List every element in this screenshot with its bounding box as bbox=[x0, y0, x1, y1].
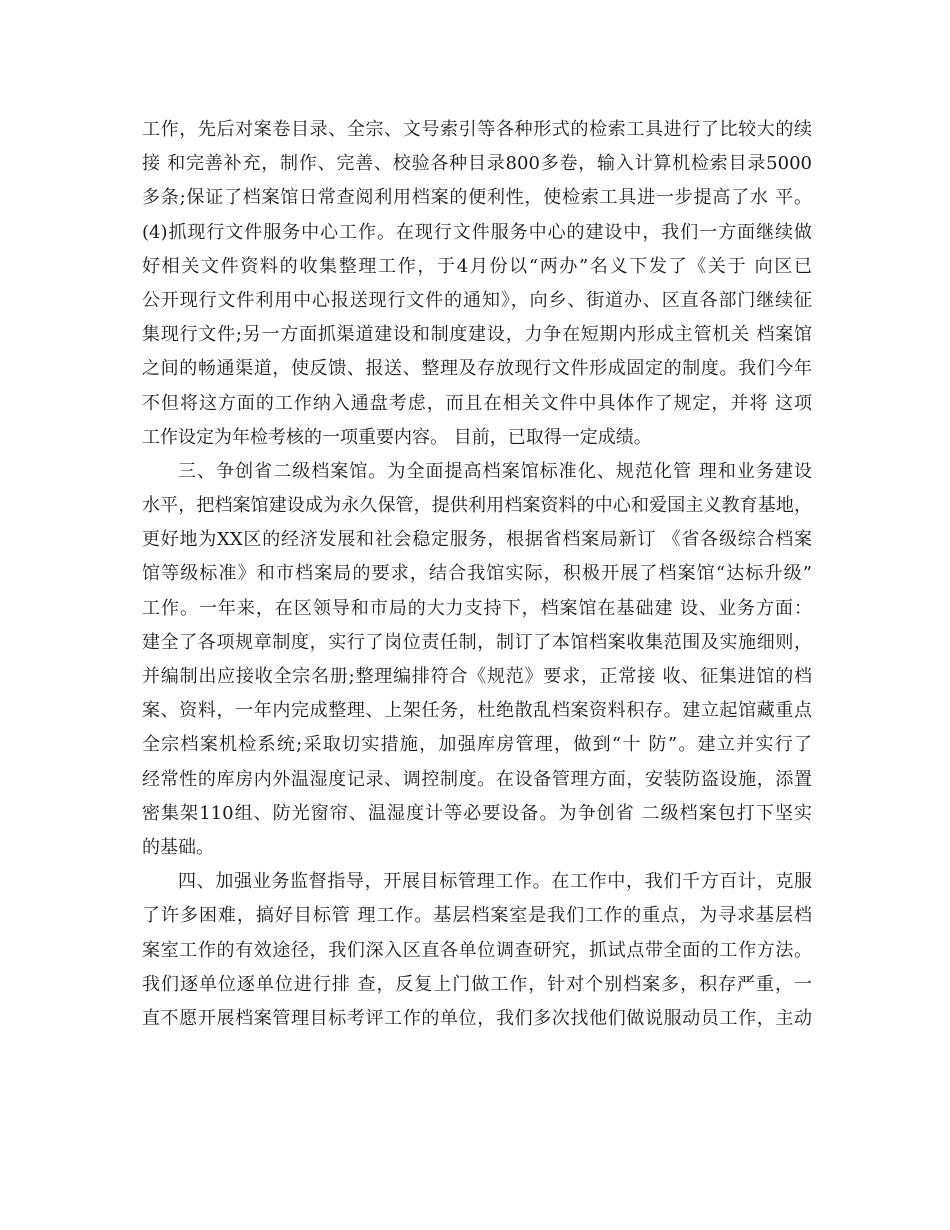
text-line: 我们逐单位逐单位进行排 查，反复上门做工作，针对个别档案多，积存严重，一 bbox=[142, 973, 812, 995]
text-line: 密集架110组、防光窗帘、温湿度计等必要设备。为争创省 二级档案包打下坚实 bbox=[142, 802, 812, 824]
text-line: 案室工作的有效途径，我们深入区直各单位调查研究，抓试点带全面的工作方法。 bbox=[142, 939, 812, 961]
text-line: 集现行文件;另一方面抓渠道建设和制度建设，力争在短期内形成主管机关 档案馆 bbox=[142, 324, 812, 346]
text-line: (4)抓现行文件服务中心工作。在现行文件服务中心的建设中，我们一方面继续做 bbox=[142, 221, 812, 243]
text-line: 的基础。 bbox=[142, 836, 214, 858]
text-line: 工作。一年来，在区领导和市局的大力支持下，档案馆在基础建 设、业务方面： bbox=[142, 597, 812, 619]
text-line: 直不愿开展档案管理目标考评工作的单位，我们多次找他们做说服动员工作，主动 bbox=[142, 1007, 812, 1029]
section-heading-line: 三、争创省二级档案馆。为全面提高档案馆标准化、规范化管 理和业务建设 bbox=[178, 460, 812, 482]
text-line: 水平，把档案馆建设成为永久保管，提供利用档案资料的中心和爱国主义教育基地， bbox=[142, 495, 812, 517]
section-heading-line: 四、加强业务监督指导，开展目标管理工作。在工作中，我们千方百计，克服 bbox=[178, 871, 812, 893]
text-line: 之间的畅通渠道，使反馈、报送、整理及存放现行文件形成固定的制度。我们今年 bbox=[142, 358, 812, 380]
text-line: 建全了各项规章制度，实行了岗位责任制，制订了本馆档案收集范围及实施细则， bbox=[142, 631, 812, 653]
text-line: 工作，先后对案卷目录、全宗、文号索引等各种形式的检索工具进行了比较大的续 bbox=[142, 119, 812, 140]
text-line: 工作设定为年检考核的一项重要内容。 目前，已取得一定成绩。 bbox=[142, 426, 652, 448]
text-line: 了许多困难，搞好目标管 理工作。基层档案室是我们工作的重点，为寻求基层档 bbox=[142, 905, 812, 927]
text-line: 更好地为XX区的经济发展和社会稳定服务，根据省档案局新订 《省各级综合档案 bbox=[142, 529, 812, 551]
text-line: 公开现行文件利用中心报送现行文件的通知》，向乡、街道办、区直各部门继续征 bbox=[142, 289, 812, 311]
text-line: 好相关文件资料的收集整理工作，于4月份以“两办”名义下发了《关于 向区已 bbox=[142, 255, 812, 277]
text-line: 多条;保证了档案馆日常查阅利用档案的便利性，使检索工具进一步提高了水 平。 bbox=[142, 187, 812, 209]
text-line: 接 和完善补充，制作、完善、校验各种目录800多卷，输入计算机检索目录5000 bbox=[142, 153, 812, 175]
text-line: 馆等级标准》和市档案局的要求，结合我馆实际，积极开展了档案馆“达标升级” bbox=[142, 563, 812, 585]
text-line: 并编制出应接收全宗名册;整理编排符合《规范》要求，正常接 收、征集进馆的档 bbox=[142, 666, 812, 687]
text-line: 不但将这方面的工作纳入通盘考虑，而且在相关文件中具体作了规定，并将 这项 bbox=[142, 392, 812, 414]
text-line: 经常性的库房内外温湿度记录、调控制度。在设备管理方面，安装防盗设施，添置 bbox=[142, 768, 812, 790]
document-body bbox=[142, 113, 812, 1036]
text-line: 全宗档案机检系统;采取切实措施，加强库房管理，做到“十 防”。建立并实行了 bbox=[142, 734, 812, 756]
text-line: 案、资料，一年内完成整理、上架任务，杜绝散乱档案资料积存。建立起馆藏重点 bbox=[142, 700, 812, 722]
